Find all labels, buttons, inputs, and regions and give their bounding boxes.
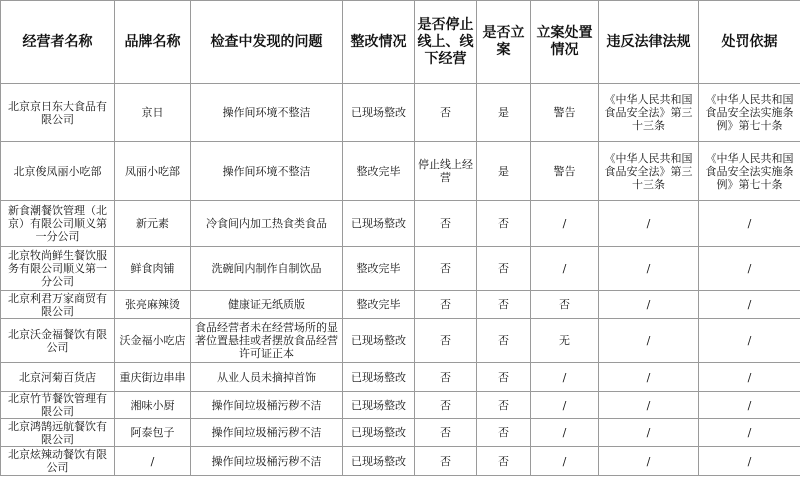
- cell-rectification: 整改完毕: [343, 291, 415, 319]
- cell-case-filed: 否: [477, 419, 531, 447]
- cell-penalty-basis: /: [699, 291, 800, 319]
- cell-case-filed: 是: [477, 142, 531, 201]
- table-row: [1, 392, 800, 419]
- cell-rectification: 整改完毕: [343, 142, 415, 201]
- cell-penalty-basis: /: [699, 419, 800, 447]
- cell-brand: 新元素: [115, 201, 191, 247]
- cell-rectification: 已现场整改: [343, 447, 415, 476]
- cell-stop-operation: 否: [415, 447, 477, 476]
- cell-case-filed: 否: [477, 392, 531, 419]
- cell-stop-operation: 否: [415, 201, 477, 247]
- table-row: [1, 363, 800, 392]
- cell-violated-law: /: [599, 291, 699, 319]
- cell-case-handling: 警告: [531, 84, 599, 142]
- cell-case-handling: /: [531, 363, 599, 392]
- cell-brand: 张亮麻辣烫: [115, 291, 191, 319]
- cell-rectification: 整改完毕: [343, 247, 415, 291]
- table-row: [1, 319, 800, 363]
- cell-case-handling: 警告: [531, 142, 599, 201]
- cell-operator: 北京竹节餐饮管理有限公司: [1, 392, 115, 419]
- cell-penalty-basis: 《中华人民共和国食品安全法实施条例》第七十条: [699, 84, 800, 142]
- header-case-handling: 立案处置情况: [531, 1, 599, 84]
- cell-operator: 北京俊凤丽小吃部: [1, 142, 115, 201]
- header-row: [1, 1, 800, 84]
- table-row: [1, 291, 800, 319]
- cell-stop-operation: 否: [415, 247, 477, 291]
- cell-violated-law: /: [599, 319, 699, 363]
- cell-case-handling: 无: [531, 319, 599, 363]
- cell-issue: 健康证无纸质版: [191, 291, 343, 319]
- cell-rectification: 已现场整改: [343, 363, 415, 392]
- cell-penalty-basis: /: [699, 392, 800, 419]
- cell-case-handling: /: [531, 247, 599, 291]
- cell-case-filed: 否: [477, 319, 531, 363]
- cell-penalty-basis: /: [699, 363, 800, 392]
- cell-rectification: 已现场整改: [343, 392, 415, 419]
- cell-case-handling: /: [531, 447, 599, 476]
- cell-issue: 操作间环境不整洁: [191, 84, 343, 142]
- cell-violated-law: /: [599, 419, 699, 447]
- cell-violated-law: /: [599, 363, 699, 392]
- cell-operator: 北京牧尚鲜生餐饮服务有限公司顺义第一分公司: [1, 247, 115, 291]
- cell-penalty-basis: 《中华人民共和国食品安全法实施条例》第七十条: [699, 142, 800, 201]
- cell-violated-law: /: [599, 201, 699, 247]
- cell-operator: 北京沃金福餐饮有限公司: [1, 319, 115, 363]
- cell-brand: 沃金福小吃店: [115, 319, 191, 363]
- table-row: [1, 247, 800, 291]
- cell-penalty-basis: /: [699, 201, 800, 247]
- cell-stop-operation: 否: [415, 419, 477, 447]
- cell-brand: 湘味小厨: [115, 392, 191, 419]
- cell-issue: 从业人员未摘掉首饰: [191, 363, 343, 392]
- cell-penalty-basis: /: [699, 319, 800, 363]
- cell-penalty-basis: /: [699, 447, 800, 476]
- cell-stop-operation: 停止线上经营: [415, 142, 477, 201]
- cell-rectification: 已现场整改: [343, 84, 415, 142]
- cell-stop-operation: 否: [415, 291, 477, 319]
- table-row: [1, 447, 800, 476]
- header-issues-found: 检查中发现的问题: [191, 1, 343, 84]
- cell-stop-operation: 否: [415, 84, 477, 142]
- header-case-filed: 是否立案: [477, 1, 531, 84]
- header-stop-operation: 是否停止线上、线下经营: [415, 1, 477, 84]
- cell-brand: 阿泰包子: [115, 419, 191, 447]
- header-violated-law: 违反法律法规: [599, 1, 699, 84]
- cell-operator: 北京炫辣动餐饮有限公司: [1, 447, 115, 476]
- cell-brand: 重庆街边串串: [115, 363, 191, 392]
- header-operator-name: 经营者名称: [1, 1, 115, 84]
- cell-violated-law: 《中华人民共和国食品安全法》第三十三条: [599, 84, 699, 142]
- cell-issue: 操作间垃圾桶污秽不洁: [191, 447, 343, 476]
- cell-stop-operation: 否: [415, 363, 477, 392]
- header-brand-name: 品牌名称: [115, 1, 191, 84]
- table-row: [1, 142, 800, 201]
- cell-operator: 北京河菊百货店: [1, 363, 115, 392]
- cell-rectification: 已现场整改: [343, 319, 415, 363]
- table-row: [1, 84, 800, 142]
- cell-case-filed: 否: [477, 291, 531, 319]
- cell-stop-operation: 否: [415, 392, 477, 419]
- cell-operator: 北京利君万家商贸有限公司: [1, 291, 115, 319]
- cell-case-handling: /: [531, 419, 599, 447]
- cell-violated-law: 《中华人民共和国食品安全法》第三十三条: [599, 142, 699, 201]
- cell-penalty-basis: /: [699, 247, 800, 291]
- cell-stop-operation: 否: [415, 319, 477, 363]
- cell-brand: 鲜食肉铺: [115, 247, 191, 291]
- cell-violated-law: /: [599, 247, 699, 291]
- cell-rectification: 已现场整改: [343, 201, 415, 247]
- cell-issue: 食品经营者未在经营场所的显著位置悬挂或者摆放食品经营许可证正本: [191, 319, 343, 363]
- table-row: [1, 201, 800, 247]
- cell-brand: 凤丽小吃部: [115, 142, 191, 201]
- cell-case-filed: 否: [477, 247, 531, 291]
- cell-case-filed: 否: [477, 201, 531, 247]
- cell-issue: 冷食间内加工热食类食品: [191, 201, 343, 247]
- table-row: [1, 419, 800, 447]
- cell-operator: 新食潮餐饮管理（北京）有限公司顺义第一分公司: [1, 201, 115, 247]
- cell-violated-law: /: [599, 392, 699, 419]
- cell-brand: /: [115, 447, 191, 476]
- cell-case-handling: 否: [531, 291, 599, 319]
- cell-issue: 洗碗间内制作自制饮品: [191, 247, 343, 291]
- cell-operator: 北京京日东大食品有限公司: [1, 84, 115, 142]
- cell-brand: 京日: [115, 84, 191, 142]
- cell-case-filed: 否: [477, 363, 531, 392]
- cell-case-filed: 否: [477, 447, 531, 476]
- cell-issue: 操作间垃圾桶污秽不洁: [191, 419, 343, 447]
- cell-case-handling: /: [531, 201, 599, 247]
- header-rectification: 整改情况: [343, 1, 415, 84]
- header-penalty-basis: 处罚依据: [699, 1, 800, 84]
- cell-rectification: 已现场整改: [343, 419, 415, 447]
- cell-case-handling: /: [531, 392, 599, 419]
- cell-case-filed: 是: [477, 84, 531, 142]
- cell-issue: 操作间环境不整洁: [191, 142, 343, 201]
- cell-issue: 操作间垃圾桶污秽不洁: [191, 392, 343, 419]
- cell-violated-law: /: [599, 447, 699, 476]
- cell-operator: 北京鸿鹄远航餐饮有限公司: [1, 419, 115, 447]
